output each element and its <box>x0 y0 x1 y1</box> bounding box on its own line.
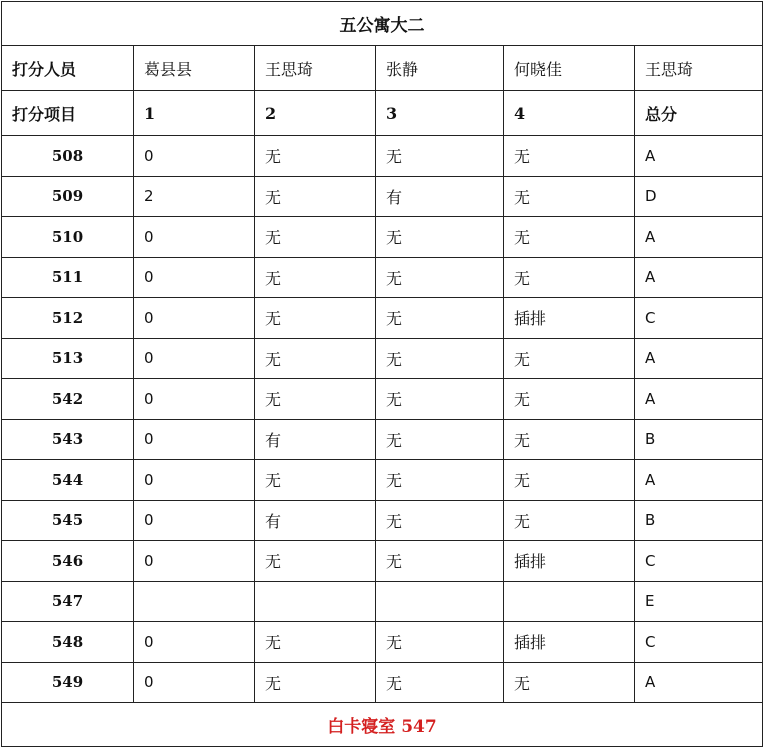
total-grade: A <box>635 136 763 177</box>
score-item-1: 0 <box>134 257 255 298</box>
score-item-3: 有 <box>376 176 504 217</box>
item-number: 1 <box>134 91 255 136</box>
score-item-3: 无 <box>376 338 504 379</box>
sheet-title: 五公寓大二 <box>2 2 763 46</box>
room-number: 508 <box>2 136 134 177</box>
room-number: 510 <box>2 217 134 258</box>
room-number: 542 <box>2 379 134 420</box>
item-row <box>2 91 763 136</box>
scorer-name: 葛县县 <box>134 46 255 91</box>
total-grade: C <box>635 541 763 582</box>
table-row <box>2 500 763 541</box>
score-item-3: 无 <box>376 217 504 258</box>
score-item-4 <box>504 581 635 622</box>
scorer-name: 王思琦 <box>255 46 376 91</box>
score-item-1: 0 <box>134 217 255 258</box>
table-row <box>2 176 763 217</box>
total-grade: A <box>635 257 763 298</box>
score-item-3 <box>376 581 504 622</box>
table-row <box>2 379 763 420</box>
score-item-2: 无 <box>255 662 376 703</box>
scorer-name: 王思琦 <box>635 46 763 91</box>
score-item-4: 无 <box>504 217 635 258</box>
room-number: 549 <box>2 662 134 703</box>
score-item-1: 0 <box>134 338 255 379</box>
score-item-4: 无 <box>504 379 635 420</box>
total-grade: A <box>635 662 763 703</box>
score-item-2: 有 <box>255 500 376 541</box>
room-number: 513 <box>2 338 134 379</box>
room-number: 543 <box>2 419 134 460</box>
score-item-3: 无 <box>376 622 504 663</box>
total-grade: A <box>635 460 763 501</box>
score-item-4: 无 <box>504 662 635 703</box>
total-grade: B <box>635 500 763 541</box>
score-item-2: 无 <box>255 257 376 298</box>
score-item-4: 无 <box>504 176 635 217</box>
room-number: 546 <box>2 541 134 582</box>
total-label: 总分 <box>635 91 763 136</box>
room-number: 545 <box>2 500 134 541</box>
total-grade: C <box>635 298 763 339</box>
score-item-3: 无 <box>376 460 504 501</box>
score-item-3: 无 <box>376 136 504 177</box>
table-row <box>2 541 763 582</box>
room-number: 511 <box>2 257 134 298</box>
score-item-1: 0 <box>134 136 255 177</box>
score-item-1: 0 <box>134 662 255 703</box>
table-row <box>2 338 763 379</box>
white-card-room-note: 白卡寝室 547 <box>2 703 763 747</box>
footer-row <box>2 703 763 747</box>
score-item-2: 无 <box>255 176 376 217</box>
score-item-2: 无 <box>255 298 376 339</box>
score-item-4: 无 <box>504 500 635 541</box>
table-row <box>2 419 763 460</box>
score-item-2: 无 <box>255 622 376 663</box>
table-row <box>2 136 763 177</box>
room-number: 547 <box>2 581 134 622</box>
score-item-2 <box>255 581 376 622</box>
total-grade: C <box>635 622 763 663</box>
table-row <box>2 298 763 339</box>
score-item-1: 0 <box>134 460 255 501</box>
item-number: 4 <box>504 91 635 136</box>
score-item-4: 插排 <box>504 622 635 663</box>
score-item-2: 无 <box>255 217 376 258</box>
score-sheet <box>1 1 762 748</box>
score-item-1: 0 <box>134 622 255 663</box>
score-item-4: 插排 <box>504 541 635 582</box>
score-item-2: 无 <box>255 460 376 501</box>
total-grade: D <box>635 176 763 217</box>
total-grade: B <box>635 419 763 460</box>
score-item-1: 0 <box>134 541 255 582</box>
total-grade: A <box>635 379 763 420</box>
total-grade: A <box>635 217 763 258</box>
score-item-1: 2 <box>134 176 255 217</box>
score-item-1: 0 <box>134 419 255 460</box>
score-item-4: 无 <box>504 136 635 177</box>
score-item-4: 无 <box>504 338 635 379</box>
score-item-3: 无 <box>376 541 504 582</box>
item-number: 2 <box>255 91 376 136</box>
table-row <box>2 257 763 298</box>
scorer-name: 张静 <box>376 46 504 91</box>
title-row <box>2 2 763 46</box>
score-item-3: 无 <box>376 419 504 460</box>
table-row <box>2 622 763 663</box>
room-number: 512 <box>2 298 134 339</box>
score-item-4: 插排 <box>504 298 635 339</box>
table-row <box>2 662 763 703</box>
score-item-1: 0 <box>134 500 255 541</box>
score-item-2: 有 <box>255 419 376 460</box>
score-item-2: 无 <box>255 338 376 379</box>
score-item-2: 无 <box>255 136 376 177</box>
item-number: 3 <box>376 91 504 136</box>
score-item-1: 0 <box>134 298 255 339</box>
score-item-3: 无 <box>376 257 504 298</box>
table-row <box>2 460 763 501</box>
scorer-label: 打分人员 <box>2 46 134 91</box>
room-number: 544 <box>2 460 134 501</box>
scorer-name: 何晓佳 <box>504 46 635 91</box>
room-number: 548 <box>2 622 134 663</box>
score-item-1 <box>134 581 255 622</box>
score-item-2: 无 <box>255 379 376 420</box>
scorer-row <box>2 46 763 91</box>
score-table <box>1 1 763 747</box>
score-item-1: 0 <box>134 379 255 420</box>
score-item-4: 无 <box>504 419 635 460</box>
score-item-4: 无 <box>504 460 635 501</box>
table-row <box>2 581 763 622</box>
total-grade: A <box>635 338 763 379</box>
room-number: 509 <box>2 176 134 217</box>
score-item-2: 无 <box>255 541 376 582</box>
score-item-4: 无 <box>504 257 635 298</box>
total-grade: E <box>635 581 763 622</box>
score-item-3: 无 <box>376 500 504 541</box>
score-item-3: 无 <box>376 662 504 703</box>
table-row <box>2 217 763 258</box>
score-item-3: 无 <box>376 298 504 339</box>
item-label: 打分项目 <box>2 91 134 136</box>
score-item-3: 无 <box>376 379 504 420</box>
